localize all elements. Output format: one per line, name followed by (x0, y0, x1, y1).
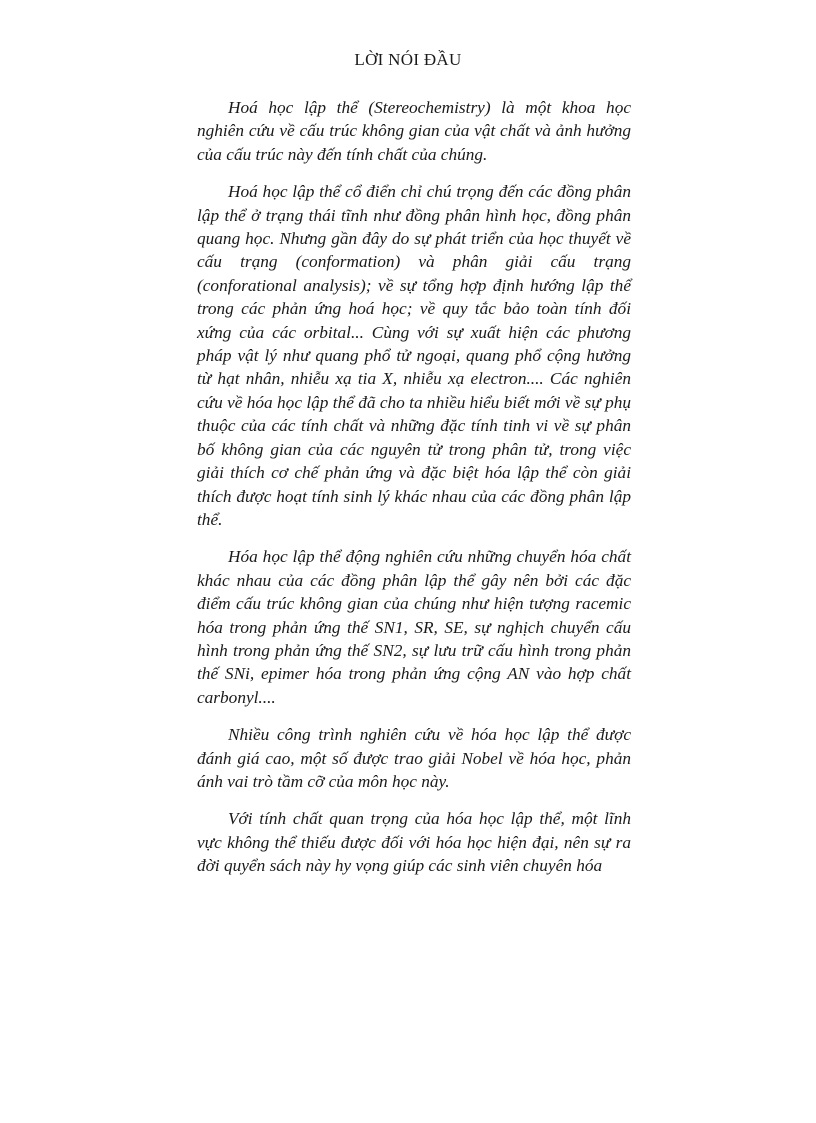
paragraph-2: Hoá học lập thể cổ điển chỉ chú trọng đến các đồng phân lập thể ở trạng thái tĩnh như đồng phân hình học, đồng phân quang học. Nhưng gần đây do sự phát triển của học thuyết về cấu trạng (conformation) và phân giải cấu trạng (conforational analysis); về sự tổng hợp định hướng lập thể trong các phản ứng hoá học; về quy tắc bảo toàn tính đối xứng của các orbital... Cùng với sự xuất hiện các phương pháp vật lý như quang phổ tử ngoại, quang phổ cộng hưởng từ hạt nhân, nhiễu xạ tia X, nhiễu xạ electron.... Các nghiên cứu về hóa học lập thể đã cho ta nhiều hiểu biết mới về sự phụ thuộc của các tính chất và những đặc tính tinh vi về sự phân bố không gian của các nguyên tử trong phân tử, trong việc giải thích cơ chế phản ứng và đặc biệt hóa lập thể còn giải thích được hoạt tính sinh lý khác nhau của các đồng phân lập thể. (197, 182, 631, 529)
paragraph-5: Với tính chất quan trọng của hóa học lập thể, một lĩnh vực không thể thiếu được đối với hóa học hiện đại, nên sự ra đời quyển sách này hy vọng giúp các sinh viên chuyên hóa (197, 809, 631, 876)
paragraph-1: Hoá học lập thể (Stereochemistry) là một khoa học nghiên cứu về cấu trúc không gian của vật chất và ảnh hưởng của cấu trúc này đến tính chất của chúng. (197, 98, 631, 164)
preface-body (197, 96, 631, 892)
page-title: LỜI NÓI ĐẦU (354, 50, 462, 69)
paragraph-3: Hóa học lập thể động nghiên cứu những chuyển hóa chất khác nhau của các đồng phân lập thể gây nên bởi các đặc điểm cấu trúc không gian của chúng như hiện tượng racemic hóa trong phản ứng thế SN1, SR, SE, sự nghịch chuyển cấu hình trong phản ứng thế SN2, sự lưu trữ cấu hình trong phản thế SNi, epimer hóa trong phản ứng cộng AN vào hợp chất carbonyl.... (197, 547, 631, 707)
paragraph-4: Nhiều công trình nghiên cứu về hóa học lập thể được đánh giá cao, một số được trao giải Nobel về hóa học, phản ánh vai trò tầm cỡ của môn học này. (197, 725, 631, 791)
